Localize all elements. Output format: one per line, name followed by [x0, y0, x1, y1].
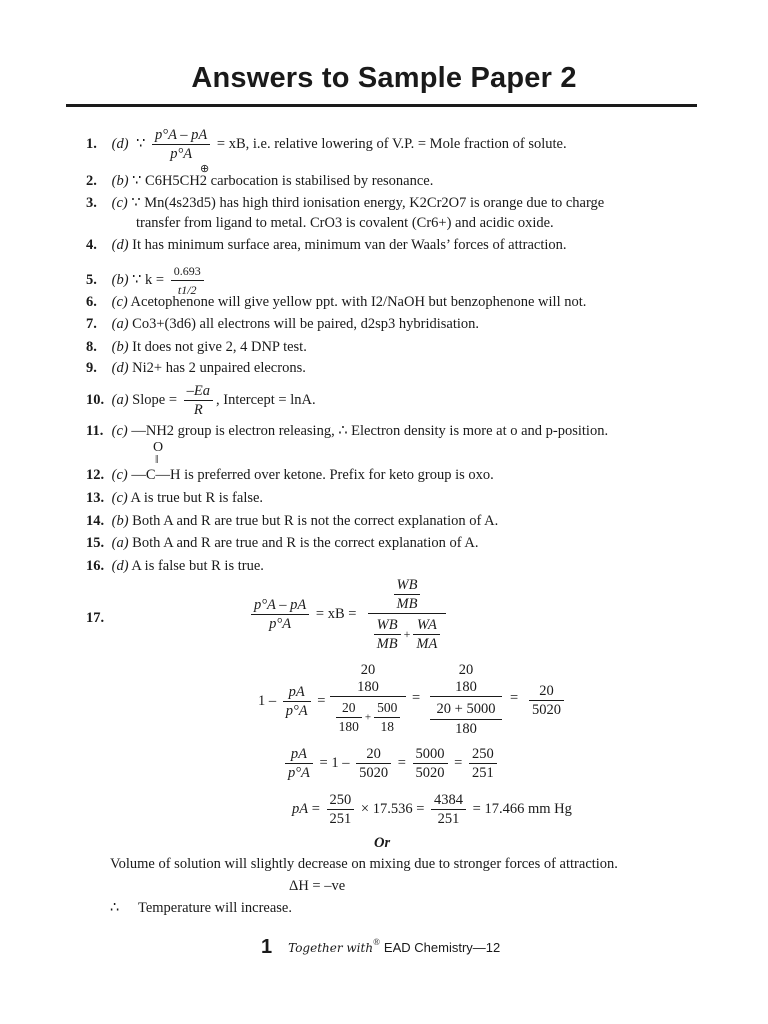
- or-volume-text: Volume of solution will slightly decrease on mixing due to stronger forces of attraction.: [110, 856, 618, 872]
- answer-3-cont: transfer from ligand to metal. CrO3 is covalent (Cr6+) and acidic oxide.: [136, 215, 554, 231]
- answer-6: 6. (c) Acetophenone will give yellow ppt. with I2/NaOH but benzophenone will not.: [86, 294, 587, 310]
- answer-14: 14. (b) Both A and R are true but R is not the correct explanation of A.: [86, 513, 499, 529]
- equation-2-term-1: 20 180 $\frac{20}{180}$ + $\frac{500}{18}$: [330, 662, 406, 736]
- answer-5: 5. (b) ∵ k = $\frac{0.693}{t1/2}$: [86, 262, 207, 299]
- answer-1: 1. (d) ∵ $\frac{p^\circ A - pA}{p^\circ A}$ = xB, i.e. relative lowering of V.P. = Mole fraction of solute.: [86, 127, 567, 162]
- therefore-symbol: ∴: [110, 900, 120, 916]
- enthalpy-change: ΔH = –ve: [289, 878, 346, 894]
- answer-2-charge: ⊕: [200, 163, 210, 175]
- answer-9: 9. (d) Ni2+ has 2 unpaired elecrons.: [86, 360, 306, 376]
- answer-7: 7. (a) Co3+(3d6) all electrons will be paired, d2sp3 hybridisation.: [86, 316, 480, 332]
- equation-2-term-3: $\frac{20}{5020}$: [526, 682, 567, 719]
- answer-12-double-bond: ‖: [155, 452, 159, 466]
- answer-15: 15. (a) Both A and R are true and R is the correct explanation of A.: [86, 535, 479, 551]
- registered-mark: ®: [373, 936, 380, 947]
- equation-1-rhs: WB MB $\frac{WB}{MB}$ + $\frac{WA}{MA}$: [368, 576, 446, 653]
- answer-17-number: 17.: [86, 610, 105, 626]
- page-footer: [261, 936, 500, 959]
- page-number: 1: [261, 936, 273, 958]
- equation-2-eq-b: =: [510, 690, 519, 706]
- answer-8: 8. (b) It does not give 2, 4 DNP test.: [86, 339, 307, 355]
- answer-13: 13. (c) A is true but R is false.: [86, 490, 264, 506]
- equation-2-term-2: 20 180 20 + 5000 180: [430, 662, 502, 738]
- equation-2-eq-a: =: [412, 690, 421, 706]
- answer-1-fraction: $\frac{p^\circ A - pA}{p^\circ A}$: [152, 126, 210, 163]
- answer-4: 4. (d) It has minimum surface area, minimum van der Waals’ forces of attraction.: [86, 237, 567, 253]
- equation-4: pA = $\frac{250}{251}$ × 17.536 = $\frac{4384}{251}$ = 17.466 mm Hg: [292, 792, 572, 827]
- title-rule: [66, 104, 697, 107]
- footer-book-title: EAD Chemistry—12: [383, 940, 501, 955]
- answer-16: 16. (d) A is false but R is true.: [86, 558, 264, 574]
- equation-2-lhs: 1 – $\frac{pA}{p^\circ A}$ =: [258, 684, 326, 719]
- page-title: Answers to Sample Paper 2: [191, 62, 577, 94]
- answer-12-oxygen: O: [153, 440, 164, 455]
- equation-3: $\frac{pA}{p^\circ A}$ = 1 – $\frac{20}{5020}$ = $\frac{5000}{5020}$ = $\frac{250}{251}$: [282, 745, 500, 782]
- equation-1: $\frac{p^\circ A - pA}{p^\circ A}$ = xB =: [248, 596, 356, 633]
- answer-11: 11. (c) —NH2 group is electron releasing, ∴ Electron density is more at o and p-position.: [86, 423, 609, 439]
- answer-12: 12. (c) —C—H is preferred over ketone. Prefix for keto group is oxo.: [86, 467, 494, 483]
- answer-2: 2. (b) ∵ C6H5CH2 carbocation is stabilised by resonance.: [86, 173, 434, 189]
- temperature-text: Temperature will increase.: [138, 900, 292, 916]
- answer-10: 10. (a) Slope = $\frac{-Ea}{R}$ , Intercept = lnA.: [86, 383, 316, 418]
- or-heading: Or: [374, 835, 391, 851]
- answer-3: 3. (c) ∵ Mn(4s23d5) has high third ionisation energy, K2Cr2O7 is orange due to charge: [86, 195, 605, 211]
- footer-together-with: Together with: [288, 940, 374, 955]
